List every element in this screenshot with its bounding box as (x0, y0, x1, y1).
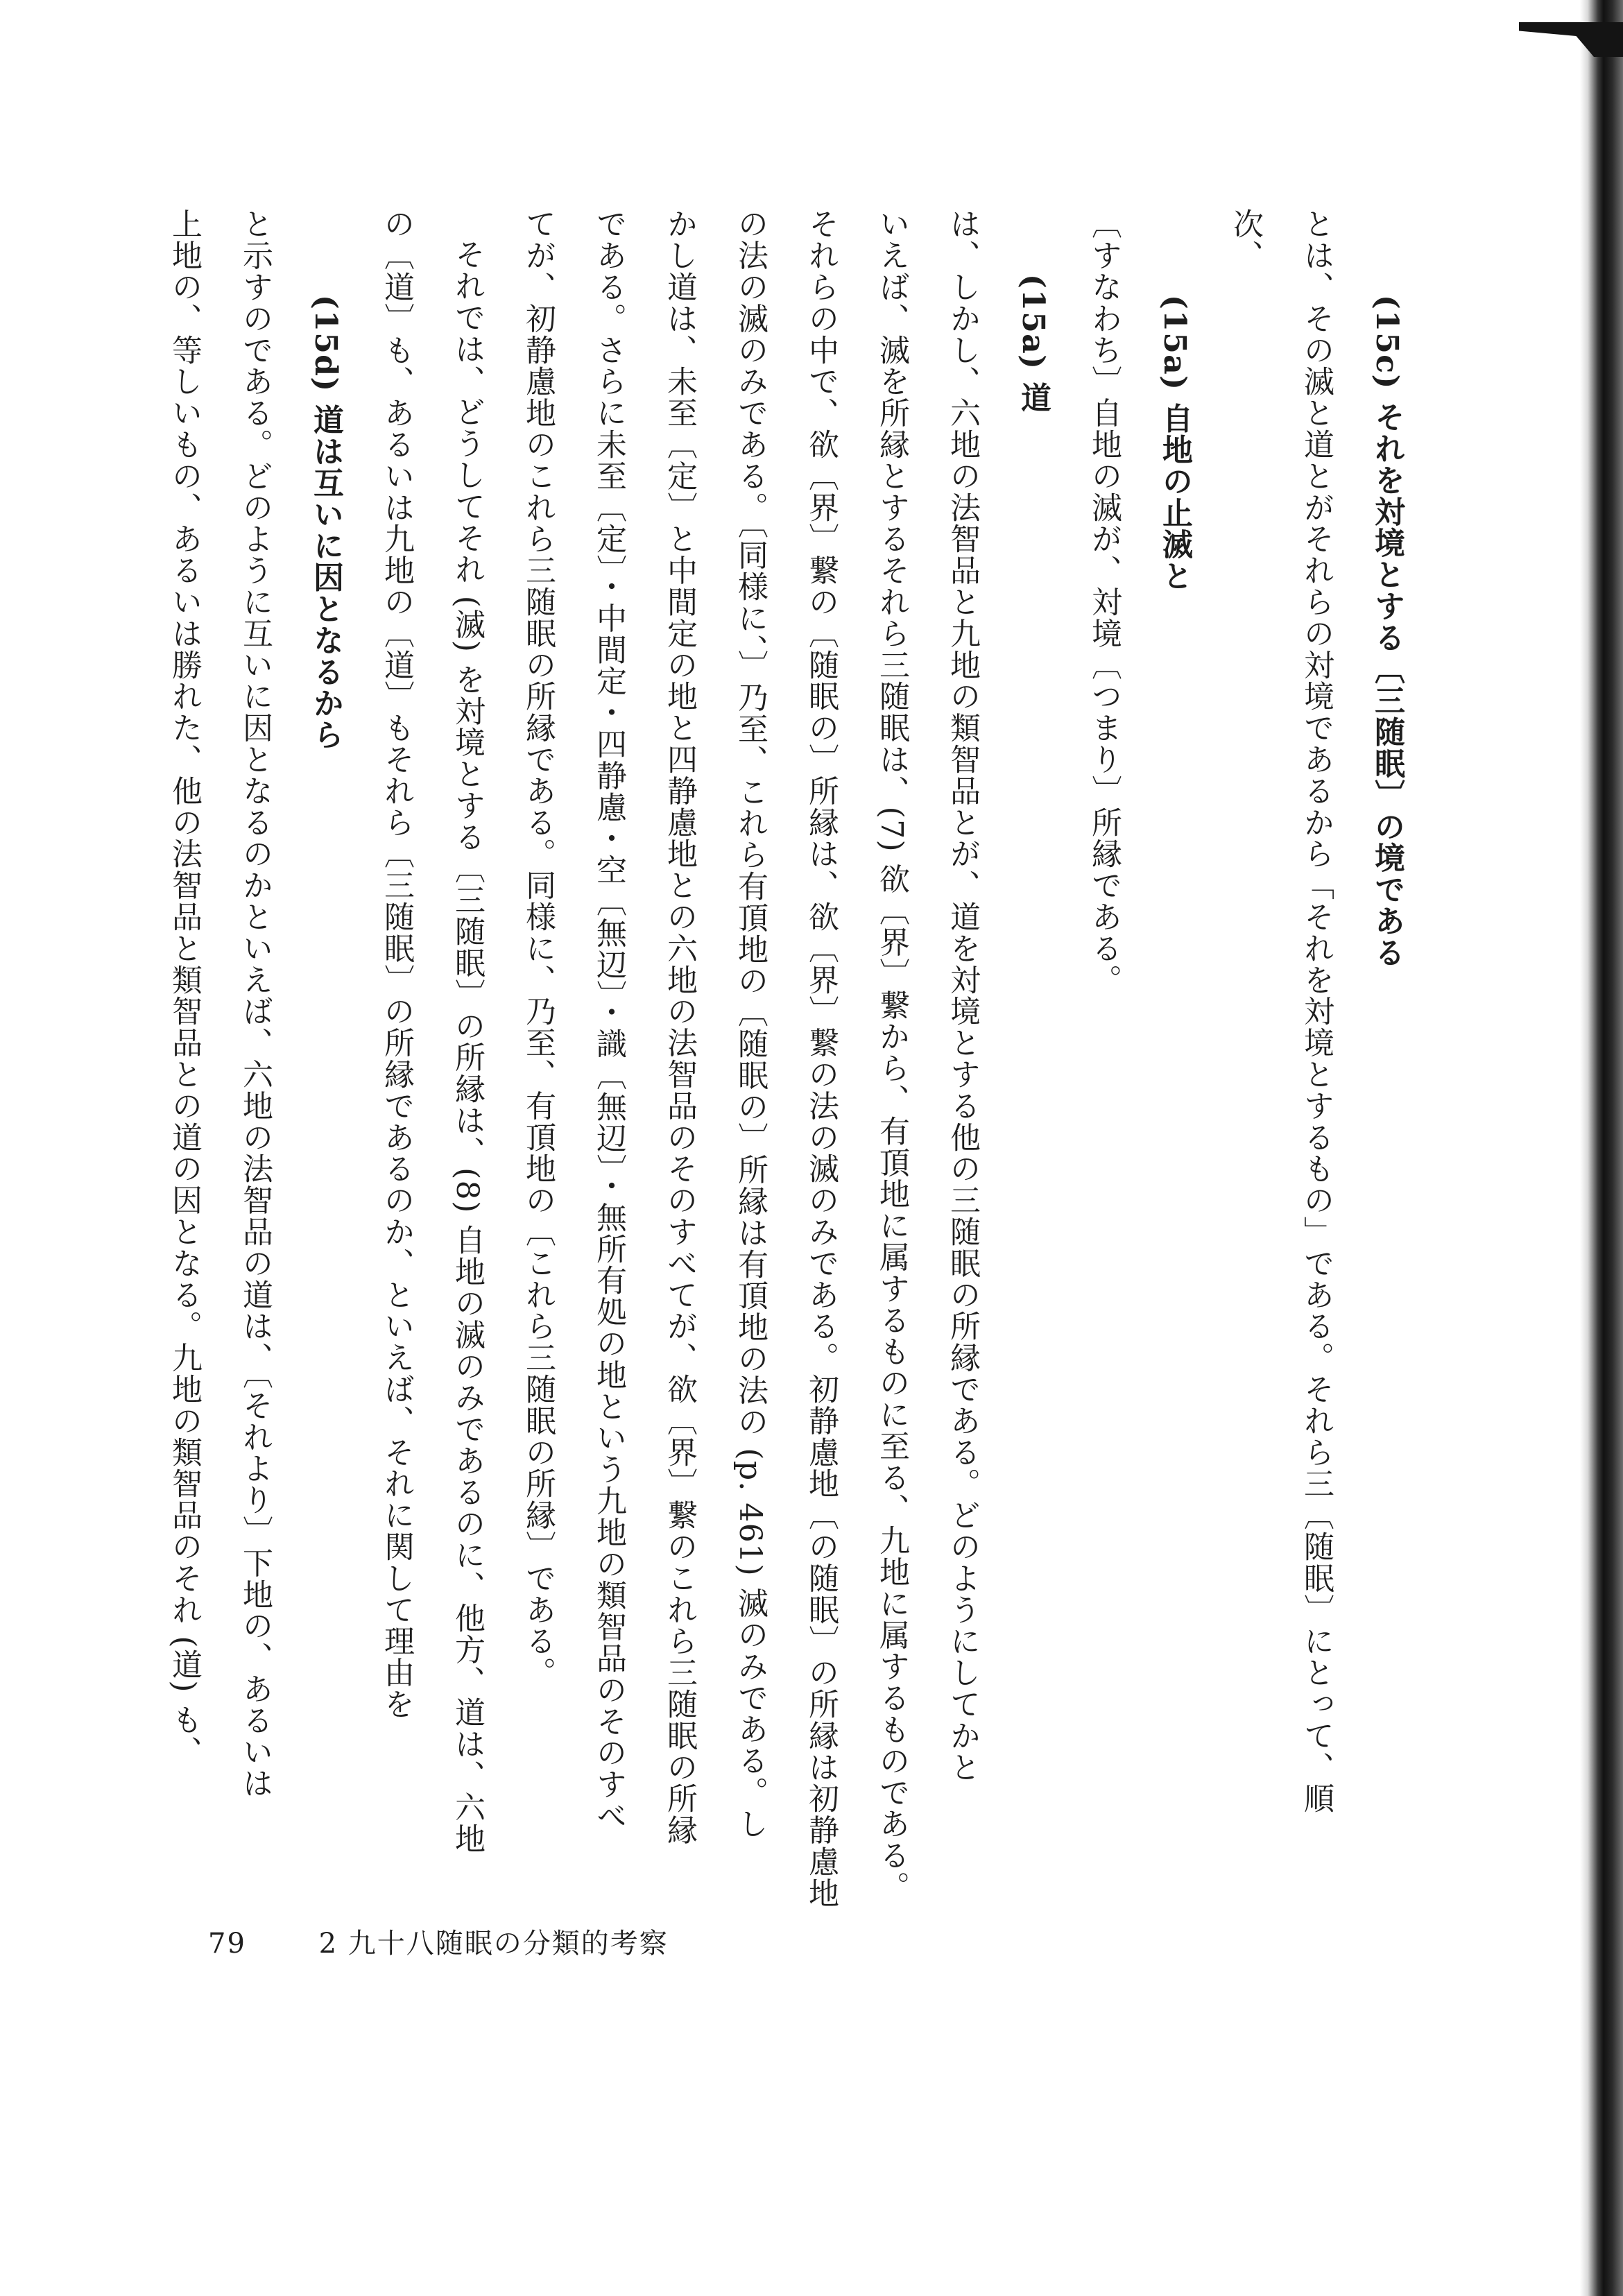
text-line: かし道は、未至〔定〕と中間定の地と四静慮地との六地の法智品のそのすべてが、欲〔界〕繋のこれら三随眠の所縁 (662, 208, 697, 1846)
text-line: それでは、どうしてそれ (滅) を対境とする〔三随眠〕の所縁は、(8) 自地の滅のみであるのに、他方、道は、六地 (449, 239, 485, 1855)
text-line: は、しかし、六地の法智品と九地の類智品とが、道を対境とする他の三随眠の所縁である。どのようにしてかと (945, 208, 980, 1783)
heading-15a-1: (15a) 自地の止滅と (1157, 295, 1192, 592)
text-line: とは、その滅と道とがそれらの対境であるから「それを対境とするもの」である。それら三〔随眠〕にとって、順 (1298, 208, 1334, 1815)
text-line: の法の滅のみである。〔同様に、〕乃至、これら有頂地の〔随眠の〕所縁は有頂地の法の (p. 461) 滅のみである。し (732, 208, 768, 1840)
running-title: 2 九十八随眠の分類的考察 (318, 1928, 669, 1960)
page-footer (208, 1921, 669, 1961)
text-line: と示すのである。どのように互いに因となるのかといえば、六地の法智品の道は、〔それより〕下地の、あるいは (237, 208, 273, 1799)
text-line: 次、 (1228, 208, 1263, 271)
text-line: の〔道〕も、あるいは九地の〔道〕もそれら〔三随眠〕の所縁であるのか、といえば、それに関して理由を (379, 208, 414, 1720)
heading-15d: (15d) 道は互いに因となるから (308, 295, 343, 751)
heading-15a-2: (15a) 道 (1015, 274, 1051, 413)
binding-edge (1580, 0, 1623, 2296)
page-number: 79 (208, 1928, 246, 1960)
heading-15c: (15c) それを対境とする〔三随眠〕の境である (1369, 295, 1405, 968)
text-line: である。さらに未至〔定〕・中間定・四静慮・空〔無辺〕・識〔無辺〕・無所有処の地という九地の類智品のそのすべ (591, 208, 626, 1832)
text-line: それらの中で、欲〔界〕繋の〔随眠の〕所縁は、欲〔界〕繋の法の滅のみである。初静慮地〔の随眠〕の所縁は初静慮地 (803, 208, 839, 1909)
vertical-text-block (148, 208, 1422, 1956)
binding-cap (1519, 22, 1623, 57)
text-line: いえば、滅を所縁とするそれら三随眠は、(7) 欲〔界〕繋から、有頂地に属するものに至る、九地に属するものである。 (874, 208, 909, 1903)
text-line: 〔すなわち〕自地の滅が、対境〔つまり〕所縁である。 (1086, 208, 1122, 995)
text-line: 上地の、等しいもの、あるいは勝れた、他の法智品と類智品との道の因となる。九地の類智品のそれ (道) も、 (166, 208, 202, 1767)
text-line: てが、初静慮地のこれら三随眠の所縁である。同様に、乃至、有頂地の〔これら三随眠の所縁〕である。 (520, 208, 556, 1688)
